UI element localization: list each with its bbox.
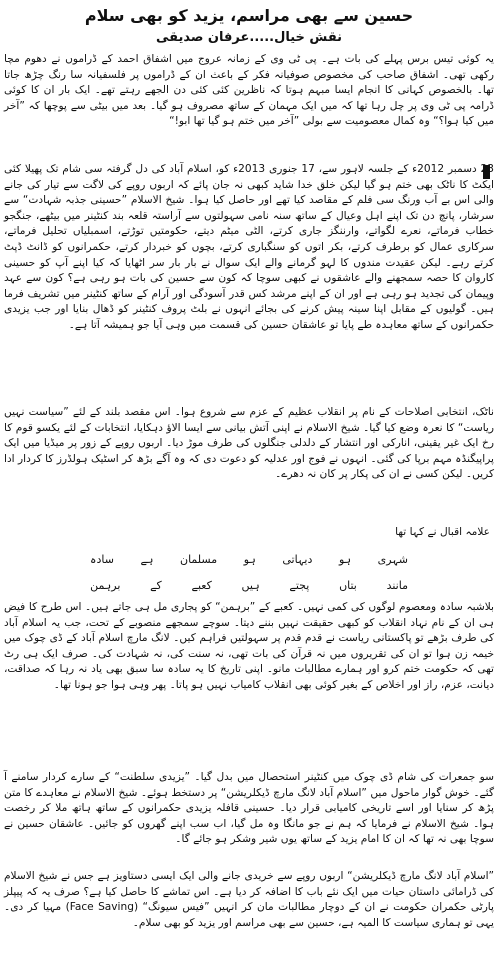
verse-word: دیہاتی	[282, 553, 313, 566]
verse-word: بتاں	[339, 579, 357, 592]
verse-word: کعبے	[191, 579, 212, 592]
verse-word: ہے	[140, 553, 154, 566]
paragraph-2: 23 دسمبر 2012ء کے جلسہ لاہور سے، 17 جنوری 2013ء کو، اسلام آباد کی دل گرفتہ سی شام تک پھیلا کئی ایکٹ کا ناٹک بھی ختم ہو گیا لیکن خلق خدا شاید کبھی نہ جان پائے کہ اربوں روپے کی لاگت سے تیار کی جانے والی اس بے آب ورنگ سی فلم کے مقاصد کیا تھے اور حاصل کیا ہوا۔ شیخ الاسلام ”حسینی جذبہ شہادت“ سے سرشار، پانچ دن تک اپنے اہل وعیال کے ساتھ سنہ نامی سہولتوں سے آراستہ قلعہ بند کنٹینر میں بیٹھے، جنگجو خطاب فرماتے، نعرے لگواتے، وارننگز جاری کرتے، الٹی میٹم دیتے، حکومتیں توڑتے، اسمبلیاں تحلیل فرماتے، سرکاری عمال کو برطرف کرتے، بکر اتوں کو سنگباری کرتے، بچوں کو خبردار کرتے، حکمرانوں کو ڈانٹ ڈپٹ کرتے رہے۔ لیکن عقیدت مندوں کا لہو گرمانے والے ایک سوال نے بار بار سر اٹھایا کہ کیا اپنے آپ کو حسینی کاروان کا حصہ سمجھنے والے عاشقوں نے کبھی سوچا کہ کون سے حسین کی بات ہو رہی ہے؟ کون سے عہد وپیمان کی تجدید ہو رہی ہے اور ان کے اپنے مرشد کس قدر آسودگی اور آرام کے ساتھ کنٹینر میں تشریف فرما ہیں۔ گولیوں کے مقابل اپنا سینہ پیش کرنے کی بجائے انہوں نے بلٹ پروف کنٹینر کو ڈھال بنایا اور جب یزیدی حکمرانوں کے ساتھ معاہدہ طے پایا تو عاشقان حسین کی قسمت میں وہی آیا جو ہمیشہ آتا ہے۔	[4, 163, 494, 331]
verse-word: مانند	[386, 579, 408, 592]
article-headline: حسین سے بھی مراسم، یزید کو بھی سلام	[84, 6, 414, 25]
verse-word: ہو	[338, 553, 352, 566]
verse-line-2	[90, 578, 408, 593]
verse-word: سادہ	[90, 553, 114, 566]
paragraph-3: ناٹک، انتخابی اصلاحات کے نام پر انقلاب عظیم کے عزم سے شروع ہوا۔ اس مقصد بلند کے لئے ”سیاست نہیں ریاست“ کا نعرہ وضع کیا گیا۔ شیخ الاسلام نے اپنی آتش بیانی سے ایسا الاؤ دہکایا، انتخابات کے لئے یکسو قوم کا رخ ایک غیر یقینی، انارکی اور انتشار کے دلدلی جنگلوں کی طرف موڑ دیا۔ اربوں روپے کے زور پر میڈیا میں ایک پراپیگنڈہ مہم برپا کی گئی۔ انہوں نے فوج اور عدلیہ کو دعوت دی کہ وہ آگے بڑھ کر اسٹیک ہولڈرز کا کردار ادا کریں۔ لیکن کسی نے ان کی پکار پر کان نہ دھرے۔	[4, 406, 494, 481]
paragraph-4: بلاشبہ سادہ ومعصوم لوگوں کی کمی نہیں۔ کعبے کے ”برہمن“ کو پجاری مل ہی جاتے ہیں۔ اس طرح کا فیض ہی ان کے نام نہاد انقلاب کو کبھی حقیقت نہیں بننے دیتا۔ سوچے سمجھے منصوبے کے تحت، جب یہ اسلام آباد کی طرف بڑھے تو پاکستانی ریاست نے قدم قدم پر سہولتیں فراہم کیں۔ لانگ مارچ اسلام آباد کے ڈی چوک میں خیمہ زن ہوا تو ان کی تقریروں میں نہ قرآن کی بات تھی، نہ سنت کی، نہ شہادت کی۔ صرف ایک ہی رٹ تھی کہ حکومت ختم کرو اور ہمارے مطالبات مانو۔ اپنی تاریخ کا یہ سادہ سا سبق بھی یاد نہ رہا کہ صداقت، دیانت، عزم، راز اور اخلاص کے بغیر کوئی بھی انقلاب کامیاب نہیں ہو پاتا۔ پھر وہی ہوا جو ہونا تھا۔	[4, 601, 494, 691]
verse-word: شہری	[377, 553, 408, 566]
paragraph-5: سو جمعرات کی شام ڈی چوک میں کنٹینر استحصال میں بدل گیا۔ ”یزیدی سلطنت“ کے سارے کردار سامنے آ گئے۔ خوش گوار ماحول میں ”اسلام آباد لانگ مارچ ڈیکلریشن“ پر دستخط ہوئے۔ شیخ الاسلام نے معاہدے کا متن پڑھ کر سنایا اور اسے تاریخی کامیابی قرار دیا۔ حسینی قافلہ یزیدی حکمرانوں کے ساتھ ہاتھ ملا کر رخصت ہوا۔ شیخ الاسلام نے فرمایا کہ ہم نے جو مانگا وہ مل گیا، اب سب اپنے گھروں کو جائیں۔ عاشقان حسین نے سوچا بھی نہ تھا کہ ان کا امام یزید کے ساتھ یوں شیر وشکر ہو جائے گا۔	[4, 771, 494, 846]
verse-word: ہو	[243, 553, 256, 566]
verse-word: کے	[150, 579, 162, 592]
verse-word: برہمن	[90, 579, 121, 592]
verse-word: مسلمان	[179, 553, 218, 566]
article-byline: نقش خیال.....عرفان صدیقی	[155, 30, 343, 45]
poet-attribution: علامہ اقبال نے کہا تھا	[395, 526, 490, 538]
paragraph-1: یہ کوئی تیس برس پہلے کی بات ہے۔ پی ٹی وی کے زمانہ عروج میں اشفاق احمد کے ڈراموں نے دھوم مچا رکھی تھی۔ اشفاق صاحب کی مخصوص صوفیانہ فکر کے باعث ان کے ڈراموں پر فلسفیانہ سا رنگ چڑھ جاتا تھا۔ بالخصوص کہانی کا انجام ایسا مبہم ہوتا کہ ناظرین کئی کئی دن الجھے رہتے تھے۔ ایک بار ان کا کوئی ڈرامہ پی ٹی وی پر چل رہا تھا کہ میں ایک مہمان کے ساتھ مصروف ہو گیا۔ بعد میں بیٹی سے پوچھا کہ ”آخر میں کیا ہوا؟“ وہ کمال معصومیت سے بولی ”آخر میں ختم ہو گیا تھا ابو!“	[4, 53, 494, 128]
verse-line-1	[90, 552, 408, 567]
verse-word: پجتے	[289, 579, 310, 592]
paragraph-6: ”اسلام آباد لانگ مارچ ڈیکلریشن“ اربوں روپے سے خریدی جانے والی ایک ایسی دستاویز ہے جس نے شیخ الاسلام کی ڈرامائی داستان حیات میں ایک نئے باب کا اضافہ کر دیا ہے۔ اس تماشے کا حاصل کیا ہے؟ صرف یہ کہ پیپلز پارٹی حکمران حکومت نے ان کے دوچار مطالبات مان کر انہیں ”فیس سیونگ“ (Face Saving) مہیا کر دی۔ یہی تو ہماری سیاست کا المیہ ہے، حسین سے بھی مراسم اور یزید کو بھی سلام۔	[4, 870, 494, 929]
verse-word: ہیں	[241, 579, 260, 592]
